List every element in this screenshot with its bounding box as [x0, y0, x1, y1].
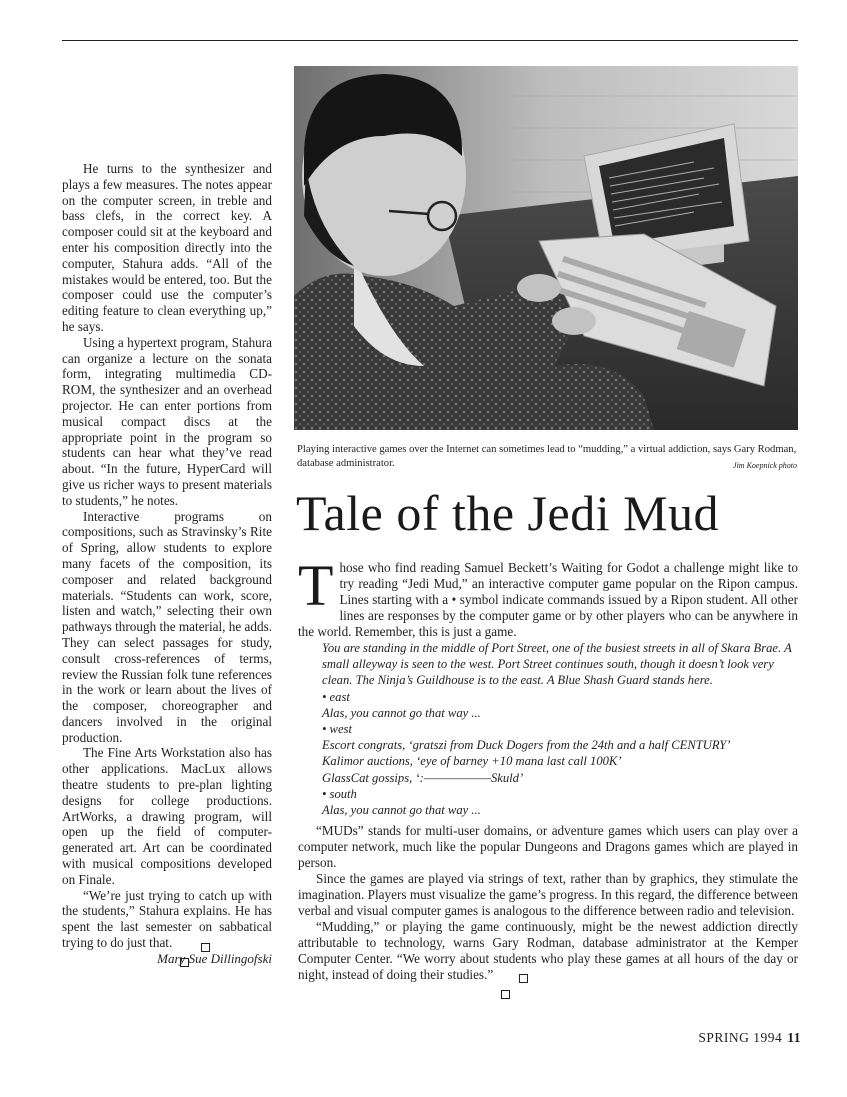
article-paragraph-last — [298, 919, 798, 983]
photo-credit: Jim Koepnick photo — [733, 460, 797, 470]
top-rule — [62, 40, 798, 41]
article-body — [298, 553, 798, 818]
game-line: • east — [322, 689, 350, 704]
article-paragraph: Using a hypertext program, Stahura can organize a lecture on the sonata form, integrating multimedia CD-ROM, the synthesizer and an overhead projector. He can enter portions from musical compact discs at the appropriate point in the program so students can hear what they’ve read about. “In the future, HyperCard will give us richer ways to present materials to students,” he notes. — [62, 334, 272, 508]
game-line: • west — [322, 722, 352, 737]
article-paragraph: “MUDs” stands for multi-user domains, or adventure games which users can play over a computer network, much like the popular Dungeons and Dragons games which are played in person. — [298, 823, 798, 870]
byline: Mary Sue Dillingofski — [157, 950, 272, 966]
game-line: Escort congrats, ‘gratszi from Duck Dogers from the 24th and a half CENTURY’ — [322, 738, 731, 753]
article-paragraph: The Fine Arts Workstation also has other applications. MacLux allows theatre students to pre-plan lighting designs for college productions. ArtWorks, a drawing program, will open up the field of computer-generated art. Art can be coordinated with musical compositions developed on Finale. — [62, 745, 272, 887]
article-paragraph: Interactive programs on compositions, such as Stravinsky’s Rite of Spring, allow students to explore many facets of the composition, its composer and related background materials. “Students can work, score, listen and watch,” selecting their own pathways through the material, he adds. They can select passages for study, consult cross-references of terms, review the Russian folk tune references in the work or learn about the lives of the composer, choreographer and dancers involved in the original production. — [62, 508, 272, 745]
intro-text: hose who find reading Samuel Beckett’s Waiting for Godot a challenge might like to try reading “Jedi Mud,” an interactive computer game popular on the Ripon campus. Lines starting with a • symbol indicate commands issued by a Ripon student. All other lines are responses by the computer game or by other players who can be anywhere in the world. Remember, this is just a game. — [298, 560, 798, 639]
article-headline: Tale of the Jedi Mud — [296, 485, 720, 541]
sidebar-article — [62, 161, 272, 967]
drop-cap: T — [298, 553, 334, 618]
end-mark-icon — [180, 940, 198, 949]
game-line: • south — [322, 786, 357, 801]
article-photo — [294, 66, 798, 430]
game-line: You are standing in the middle of Port Street, one of the busiest streets in all of Skara Brae. A small alleyway is seen to the west. Port Street continues south, though it doesn’t look very clean. The Ninja’s Guildhouse is to the east. A Blue Shash Guard stands here. — [322, 641, 792, 688]
game-line: GlassCat gossips, ‘:——————Skuld’ — [322, 770, 524, 785]
game-line: Alas, you cannot go that way ... — [322, 705, 481, 720]
photo-caption — [297, 443, 797, 472]
student-at-computer-photo — [294, 66, 798, 430]
end-mark-icon — [501, 971, 519, 980]
issue-label: SPRING 1994 — [698, 1030, 783, 1045]
page-footer — [698, 1030, 801, 1046]
article-paragraph-last — [62, 888, 272, 951]
intro-paragraph — [298, 553, 798, 640]
game-transcript — [298, 640, 798, 818]
article-paragraph-text: “We’re just trying to catch up with the students,” Stahura explains. He has spent the last semester on sabbatical trying to do just that. — [62, 887, 272, 951]
article-body-continued — [298, 823, 798, 983]
article-paragraph-text: “Mudding,” or playing the game continuously, might be the newest addiction directly attributable to technology, warns Gary Rodman, database administrator at the Kemper Computer Center. “We worry about students who play these games at all hours of the day or night, instead of doing their studies.” — [298, 919, 798, 982]
caption-text: Playing interactive games over the Internet can sometimes lead to “mudding,” a virtual addiction, says Gary Rodman, database administrator. — [297, 444, 797, 469]
article-paragraph: Since the games are played via strings of text, rather than by graphics, they stimulate the imagination. Players must visualize the game’s progress. In this regard, the difference between verbal and visual computer games is analogous to the difference between radio and television. — [298, 871, 798, 918]
game-line: Alas, you cannot go that way ... — [322, 803, 481, 818]
article-paragraph: He turns to the synthesizer and plays a few measures. The notes appear on the computer screen, in treble and bass clefs, in the correct key. A composer could sit at the keyboard and enter his composition directly into the computer, Stahura adds. “All of the mistakes would be entered, too. But the composer could use the computer’s editing feature to clean everything up,” he says. — [62, 161, 272, 334]
page-number: 11 — [787, 1030, 801, 1045]
game-line: Kalimor auctions, ‘eye of barney +10 mana last call 100K’ — [322, 754, 622, 769]
